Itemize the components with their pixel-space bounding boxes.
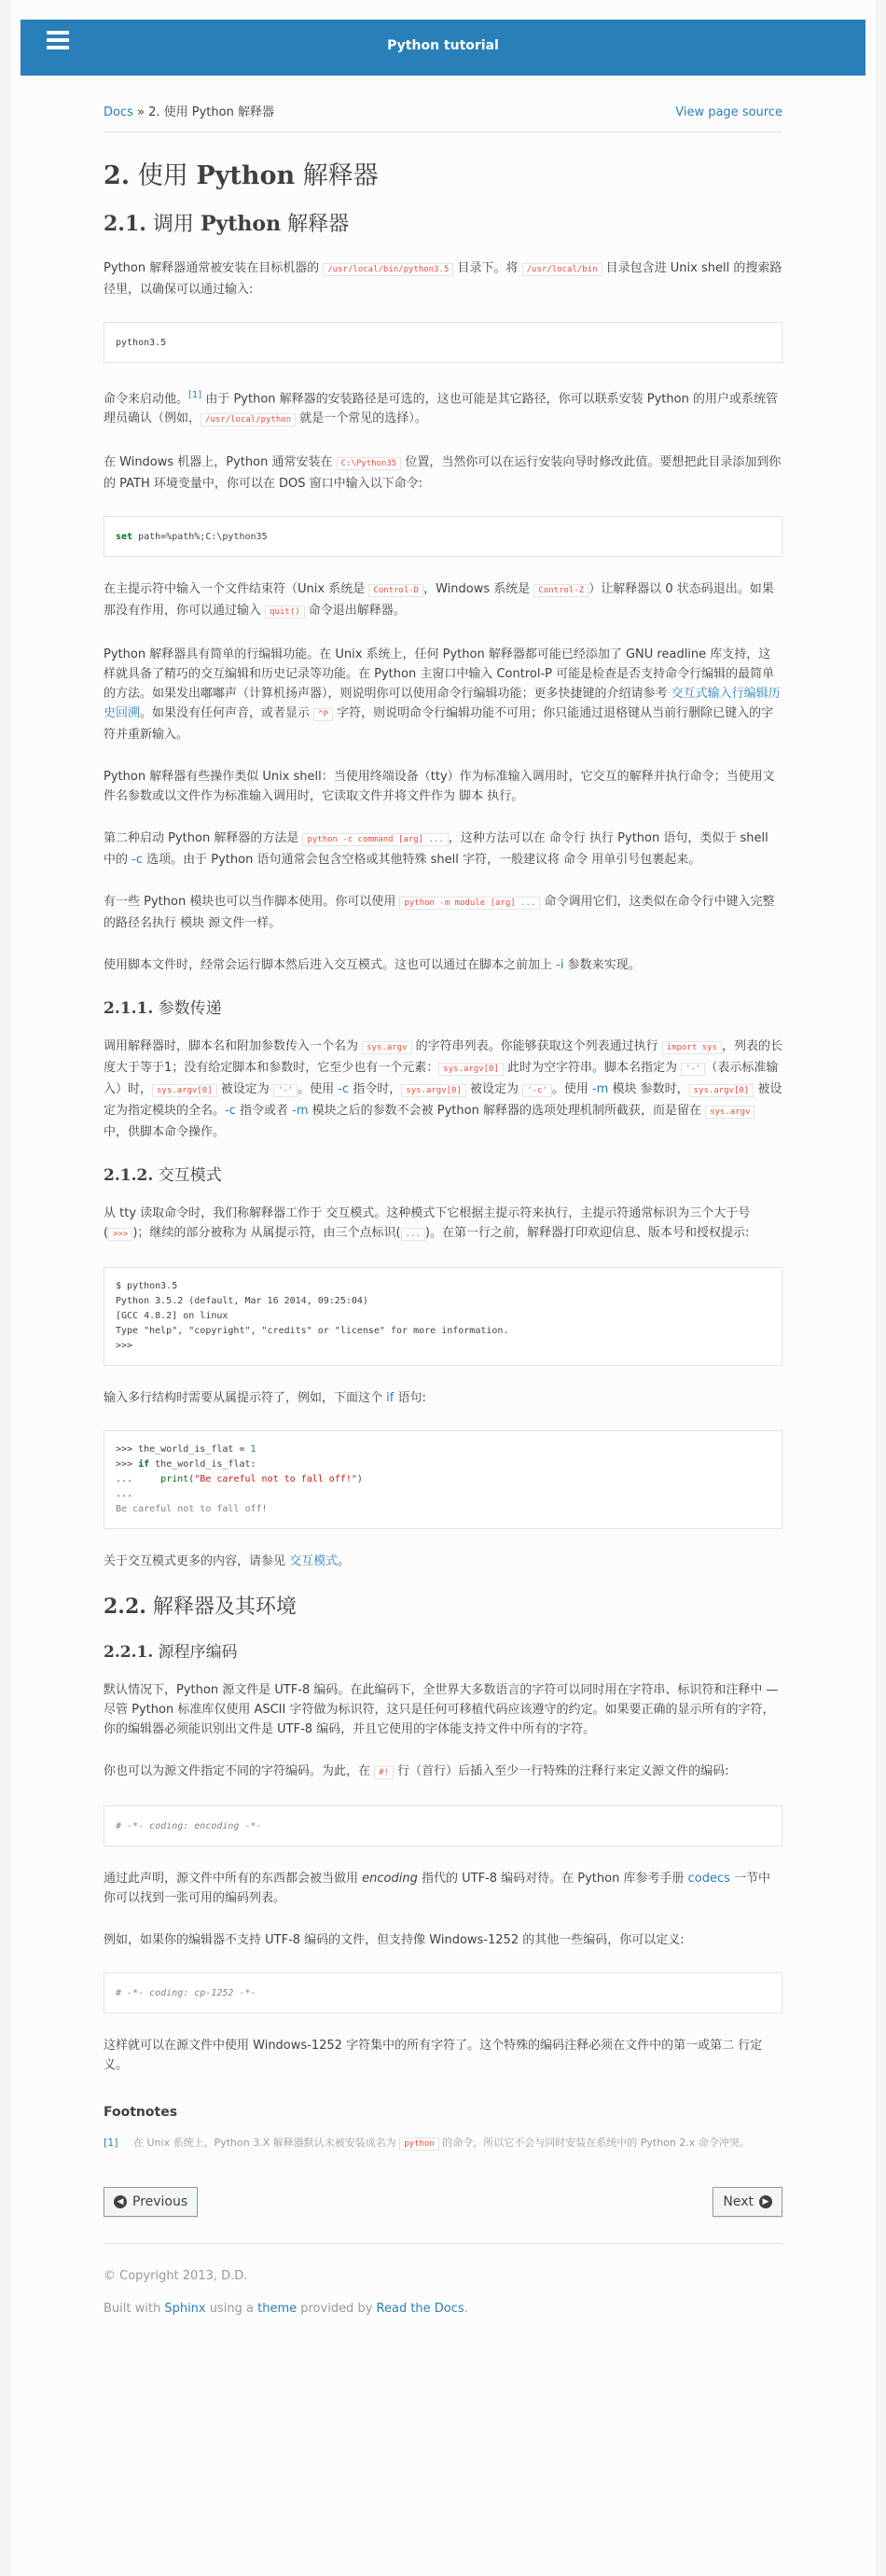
if-statement-link[interactable]: if bbox=[386, 1391, 395, 1406]
section-heading-2-1: 2.1. 调用 Python 解释器 bbox=[104, 212, 350, 236]
paragraph: 第二种启动 Python 解释器的方法是 python -c command [arg] ... ，这种方法可以在 命令行 执行 Python 语句，类似于 shell 中的 -c 选项。由于 Python 语句通常会包含空格或其他特殊 shell 字符，一般建议将 命令 用单引号包裹起来。 bbox=[104, 831, 768, 868]
next-button[interactable]: Next ▶ bbox=[713, 2187, 782, 2217]
option-i-link[interactable]: -i bbox=[556, 958, 564, 973]
paragraph: 在主提示符中输入一个文件结束符（Unix 系统是 Control-D ，Windows 系统是 Control-Z ）让解释器以 0 状态码退出。如果那没有作用，你可以通过输入 quit() 命令退出解释器。 bbox=[104, 582, 774, 619]
paragraph: 输入多行结构时需要从属提示符了，例如，下面这个 if 语句: bbox=[104, 1391, 426, 1406]
page bbox=[10, 0, 876, 2576]
paragraph: 通过此声明，源文件中所有的东西都会被当做用 encoding 指代的 UTF-8 编码对待。在 Python 库参考手册 codecs 一节中你可以找到一张可用的编码列表。 bbox=[104, 1872, 771, 1906]
paragraph: Python 解释器通常被安装在目标机器的 /usr/local/bin/python3.5 目录下。将 /usr/local/bin 目录包含进 Unix shell 的搜索路径里，以确保可以通过输入: bbox=[104, 261, 782, 297]
footnote-ref-link[interactable]: [1] bbox=[188, 390, 202, 400]
option-c-link[interactable]: -c bbox=[225, 1104, 236, 1119]
paragraph: 你也可以为源文件指定不同的字符编码。为此，在 #! 行（首行）后插入至少一行特殊的注释行来定义源文件的编码: bbox=[104, 1764, 729, 1779]
page-title: 2. 使用 Python 解释器 bbox=[104, 161, 379, 190]
paragraph: Python 解释器有些操作类似 Unix shell：当使用终端设备（tty）作为标准输入调用时，它交互的解释并执行命令；当使用文件名参数或以文件作为标准输入调用时，它读取文件并将文件作为 脚本 执行。 bbox=[104, 770, 775, 804]
footnote-text: 在 Unix 系统上，Python 3.X 解释器默认未被安装成名为 python 的命令，所以它不会与同时安装在系统中的 Python 2.x 命令冲突。 bbox=[133, 2137, 750, 2150]
section-heading-2-1-1: 2.1.1. 参数传递 bbox=[104, 999, 222, 1019]
option-m-link[interactable]: -m bbox=[292, 1104, 309, 1119]
section-heading-2-2-1: 2.2.1. 源程序编码 bbox=[104, 1643, 238, 1663]
footer bbox=[104, 2243, 782, 2318]
line-editing-link[interactable]: 交互式输入行编辑历史回溯 bbox=[104, 687, 781, 721]
breadcrumb bbox=[104, 103, 782, 132]
prev-next-nav bbox=[104, 2187, 782, 2221]
code-block: # -*- coding: encoding -*- bbox=[104, 1805, 782, 1846]
code-block: python3.5 bbox=[104, 322, 782, 363]
code-block: $ python3.5 Python 3.5.2 (default, Mar 16 2014, 09:25:04) [GCC 4.8.2] on linux Type "help", "copyright", "credits" or "license" for more information. >>> bbox=[104, 1267, 782, 1366]
option-c-link[interactable]: -c bbox=[132, 853, 143, 868]
paragraph: Python 解释器具有简单的行编辑功能。在 Unix 系统上，任何 Python 解释器都可能已经添加了 GNU readline 库支持，这样就具备了精巧的交互编辑和历史记录等功能。在 Python 主窗口中输入 Control-P 可能是检查是否支持命令行编辑的最简单的方法。如果发出嘟嘟声（计算机扬声器），则说明你可以使用命令行编辑功能；更多快捷键的介绍请参考 交互式输入行编辑历史回溯。如果没有任何声音，或者显示 ^P 字符，则说明命令行编辑功能不可用；你只能通过退格键从当前行删除已键入的字符并重新输入。 bbox=[104, 647, 781, 743]
codecs-link[interactable]: codecs bbox=[687, 1872, 730, 1887]
paragraph: 使用脚本文件时，经常会运行脚本然后进入交互模式。这也可以通过在脚本之前加上 -i 参数来实现。 bbox=[104, 958, 641, 973]
copyright-text: © Copyright 2013, D.D. bbox=[104, 2269, 248, 2284]
main-content bbox=[104, 103, 782, 2332]
paragraph: 这样就可以在源文件中使用 Windows-1252 字符集中的所有字符了。这个特殊的编码注释必须在文件中的第一或第二 行定义。 bbox=[104, 2039, 763, 2073]
circle-arrow-right-icon: ▶ bbox=[759, 2195, 772, 2208]
footnotes-title: Footnotes bbox=[104, 2105, 178, 2121]
paragraph: 有一些 Python 模块也可以当作脚本使用。你可以使用 python -m module [arg] ... 命令调用它们，这类似在命令行中键入完整的路径名执行 模块 源文件一样。 bbox=[104, 895, 775, 931]
breadcrumb-separator: » bbox=[132, 105, 149, 119]
breadcrumb-docs-link[interactable]: Docs bbox=[104, 105, 133, 119]
paragraph: 从 tty 读取命令时，我们称解释器工作于 交互模式。这种模式下它根据主提示符来执行，主提示符通常标识为三个大于号( >>> )；继续的部分被称为 从属提示符，由三个点标识( ... )。在第一行之前，解释器打印欢迎信息、版本号和授权提示: bbox=[104, 1206, 751, 1241]
section-heading-2-2: 2.2. 解释器及其环境 bbox=[104, 1594, 297, 1620]
footnote-item bbox=[104, 2136, 782, 2151]
site-title[interactable]: Python tutorial bbox=[387, 38, 499, 53]
previous-button[interactable]: ◀ Previous bbox=[104, 2187, 198, 2217]
paragraph: 例如，如果你的编辑器不支持 UTF-8 编码的文件，但支持像 Windows-1252 的其他一些编码，你可以定义: bbox=[104, 1933, 685, 1948]
read-the-docs-link[interactable]: Read the Docs bbox=[376, 2302, 464, 2317]
code-block: >>> the_world_is_flat = 1 >>> if the_world_is_flat: ... print("Be careful not to fall off!") ... Be careful not to fall off! bbox=[104, 1430, 782, 1529]
option-m-link[interactable]: -m bbox=[591, 1082, 609, 1097]
interactive-mode-link[interactable]: 交互模式 bbox=[289, 1554, 339, 1569]
sphinx-link[interactable]: Sphinx bbox=[164, 2302, 206, 2317]
theme-link[interactable]: theme bbox=[257, 2302, 298, 2317]
breadcrumb-current: 2. 使用 Python 解释器 bbox=[148, 105, 274, 119]
view-page-source-link[interactable]: View page source bbox=[675, 105, 782, 119]
built-with-text: Built with Sphinx using a theme provided by Read the Docs. bbox=[104, 2302, 468, 2317]
paragraph: 调用解释器时，脚本名和附加参数传入一个名为 sys.argv 的字符串列表。你能够获取这个列表通过执行 import sys ，列表的长度大于等于1；没有给定脚本和参数时，它至少也有一个元素： sys.argv[0] 此时为空字符串。脚本名指定为 '-' （表示标准输入）时， sys.argv[0] 被设定为 '-' 。使用 -c 指令时， sys.argv[0] 被设定为 '-c' 。使用 -m 模块 参数时， sys.argv[0] 被设定为指定模块的全名。-c 指令或者 -m 模块之后的参数不会被 Python 解释器的选项处理机制所截获，而是留在 sys.argv 中，供脚本命令操作。 bbox=[104, 1039, 782, 1140]
code-block: # -*- coding: cp-1252 -*- bbox=[104, 1972, 782, 2013]
paragraph: 关于交互模式更多的内容，请参见 交互模式。 bbox=[104, 1554, 351, 1569]
code-block: set path=%path%;C:\python35 bbox=[104, 516, 782, 557]
footnote-backref-link[interactable]: [1] bbox=[104, 2137, 118, 2150]
circle-arrow-left-icon: ◀ bbox=[114, 2195, 127, 2208]
section-heading-2-1-2: 2.1.2. 交互模式 bbox=[104, 1166, 222, 1186]
top-nav-bar bbox=[21, 20, 865, 76]
paragraph: 在 Windows 机器上，Python 通常安装在 C:\Python35 位置，当然你可以在运行安装向导时修改此值。要想把此目录添加到你的 PATH 环境变量中，你可以在 DOS 窗口中输入以下命令: bbox=[104, 455, 782, 492]
paragraph: 命令来启动他。[1] 由于 Python 解释器的安装路径是可选的，这也可能是其它路径，你可以联系安装 Python 的用户或系统管理员确认（例如， /usr/local/python 就是一个常见的选择）。 bbox=[104, 390, 778, 426]
paragraph: 默认情况下，Python 源文件是 UTF-8 编码。在此编码下，全世界大多数语言的字符可以同时用在字符串、标识符和注释中 — 尽管 Python 标准库仅使用 ASCII 字符做为标识符，这只是任何可移植代码应该遵守的约定。如果要正确的显示所有的字符，你的编辑器必须能识别出文件是 UTF-8 编码，并且它使用的字体能支持文件中所有的字符。 bbox=[104, 1683, 779, 1737]
option-c-link[interactable]: -c bbox=[338, 1082, 350, 1097]
